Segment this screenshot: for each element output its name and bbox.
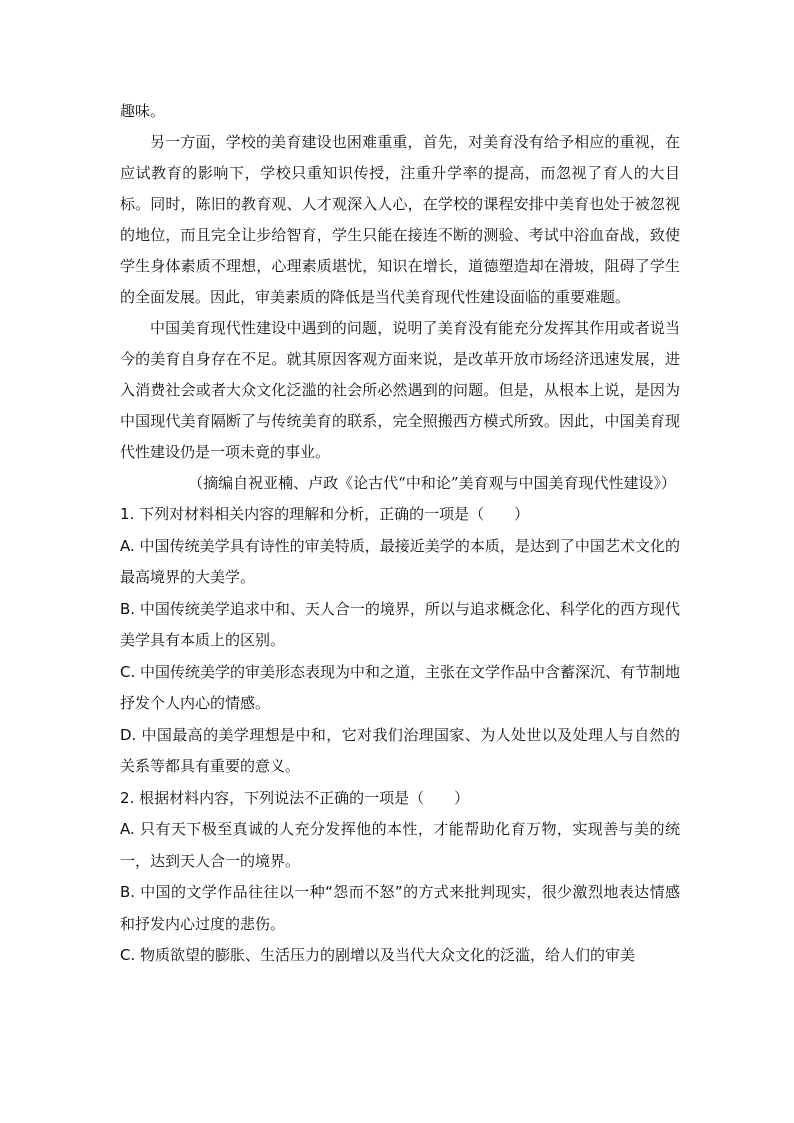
question-2 bbox=[120, 783, 680, 972]
question-1-option-a: A. 中国传统美学具有诗性的审美特质，最接近美学的本质，是达到了中国艺术文化的最高境界的大美学。 bbox=[120, 536, 680, 586]
question-1 bbox=[120, 499, 680, 783]
question-2-option-a: A. 只有天下极至真诚的人充分发挥他的本性，才能帮助化育万物，实现善与美的统一，达到天人合一的境界。 bbox=[120, 820, 680, 870]
question-1-stem: 1. 下列对材料相关内容的理解和分析，正确的一项是（ ） bbox=[120, 505, 530, 523]
passage-paragraph-modernity-problems: 中国美育现代性建设中遇到的问题，说明了美育没有能充分发挥其作用或者说当今的美育自身存在不足。就其原因客观方面来说，是改革开放市场经济迅速发展，进入消费社会或者大众文化泛滥的社会所必然遇到的问题。但是，从根本上说，是因为中国现代美育隔断了与传统美育的联系，完全照搬西方模式所致。因此，中国美育现代性建设仍是一项未竟的事业。 bbox=[120, 319, 680, 461]
question-1-option-c: C. 中国传统美学的审美形态表现为中和之道，主张在文学作品中含蓄深沉、有节制地抒发个人内心的情感。 bbox=[120, 662, 681, 712]
passage-paragraph-school-aesthetic-education: 另一方面，学校的美育建设也困难重重，首先，对美育没有给予相应的重视，在应试教育的影响下，学校只重知识传授，注重升学率的提高，而忽视了育人的大目标。同时，陈旧的教育观、人才观深入人心，在学校的课程安排中美育也处于被忽视的地位，而且完全让步给智育，学生只能在接连不断的测验、考试中浴血奋战，致使学生身体素质不理想，心理素质堪忧，知识在增长，道德塑造却在滑坡，阻碍了学生的全面发展。因此，审美素质的降低是当代美育现代性建设面临的重要难题。 bbox=[120, 133, 680, 306]
question-2-option-c: C. 物质欲望的膨胀、生活压力的剧增以及当代大众文化的泛滥，给人们的审美 bbox=[120, 946, 636, 964]
question-2-stem: 2. 根据材料内容，下列说法不正确的一项是（ ） bbox=[120, 788, 470, 807]
question-2-option-b: B. 中国的文学作品往往以一种“怨而不怒”的方式来批判现实，很少激烈地表达情感和抒发内心过度的悲伤。 bbox=[120, 883, 680, 933]
passage-paragraph-continuation: 趣味。 bbox=[120, 102, 166, 120]
document-content bbox=[120, 96, 680, 972]
question-1-option-b: B. 中国传统美学追求中和、天人合一的境界，所以与追求概念化、科学化的西方现代美学具有本质上的区别。 bbox=[120, 599, 680, 649]
question-1-option-d: D. 中国最高的美学理想是中和，它对我们治理国家、为人处世以及处理人与自然的关系等都具有重要的意义。 bbox=[120, 725, 680, 775]
passage-source-citation: （摘编自祝亚楠、卢政《论古代“中和论”美育观与中国美育现代性建设》） bbox=[188, 474, 676, 492]
